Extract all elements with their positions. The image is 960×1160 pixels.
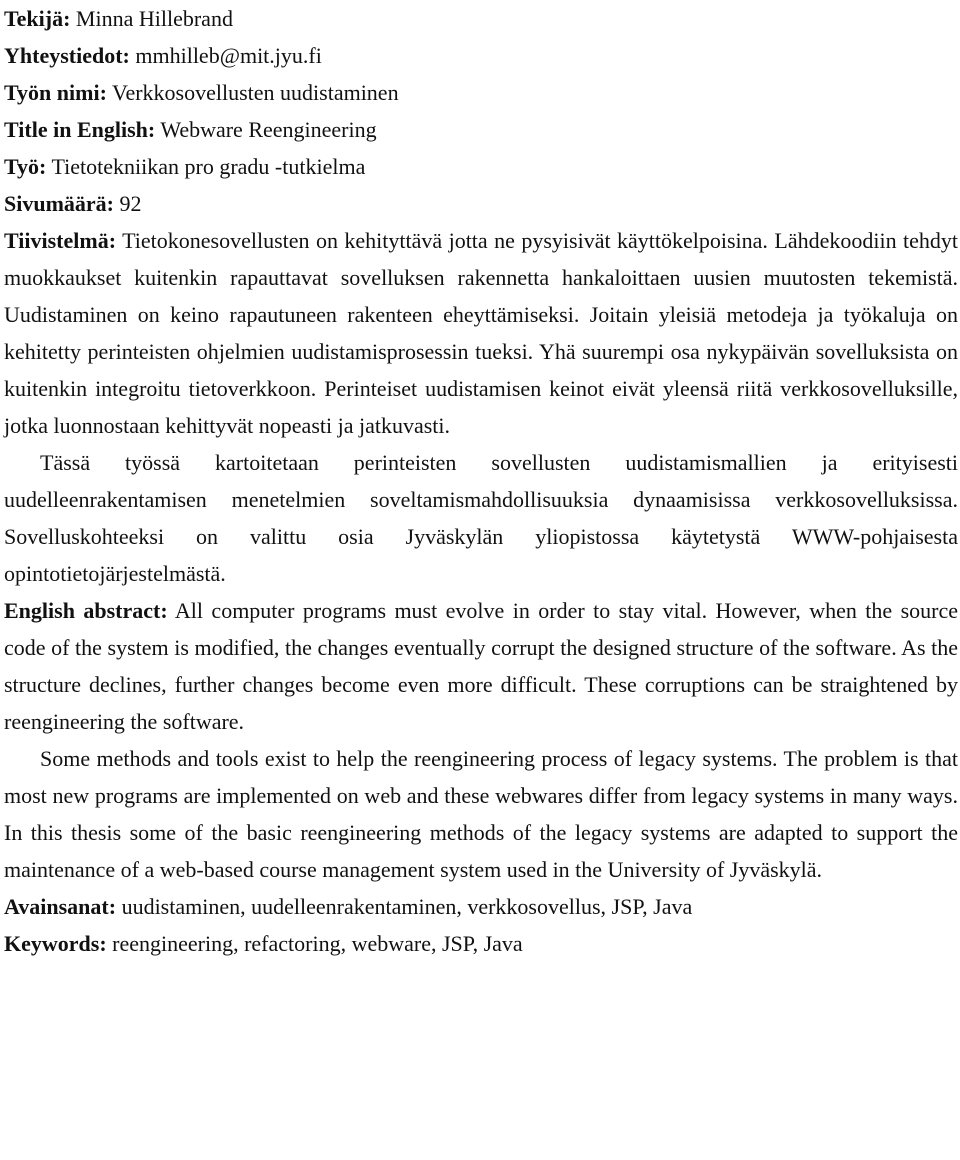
work-value: Tietotekniikan pro gradu -tutkielma [51,154,366,179]
abstract-fi-paragraph-1 [4,222,958,444]
abstract-en-text-2: Some methods and tools exist to help the reengineering process of legacy systems. The problem is that most new programs are implemented on web and these webwares differ from legacy systems in many ways. In this thesis some of the basic reengineering methods of the legacy systems are adapted to support the maintenance of a web-based course management system used in the University of Jyväskylä. [4,746,958,882]
title-en-label: Title in English: [4,117,156,142]
abstract-en-paragraph-1 [4,592,958,740]
keywords-en-label: Keywords: [4,931,107,956]
keywords-en-line [4,925,958,962]
abstract-fi-label: Tiivistelmä: [4,228,117,253]
title-en-value: Webware Reengineering [160,117,377,142]
keywords-en-value: reengineering, refactoring, webware, JSP, Java [112,931,523,956]
contact-line [4,37,958,74]
contact-label: Yhteystiedot: [4,43,130,68]
pages-line [4,185,958,222]
author-value: Minna Hillebrand [75,6,233,31]
pages-value: 92 [119,191,142,216]
keywords-fi-value: uudistaminen, uudelleenrakentaminen, verkkosovellus, JSP, Java [121,894,693,919]
keywords-section [4,888,958,962]
abstract-en-paragraph-2 [4,740,958,888]
abstract-fi-text-2: Tässä työssä kartoitetaan perinteisten sovellusten uudistamismallien ja erityisesti uudelleenrakentamisen menetelmien soveltamismahdollisuuksia dynaamisissa verkkosovelluksissa. Sovelluskohteeksi on valittu osia Jyväskylän yliopistossa käytetystä WWW-pohjaisesta opintotietojärjestelmästä. [4,450,958,586]
work-label: Työ: [4,154,47,179]
work-line [4,148,958,185]
pages-label: Sivumäärä: [4,191,114,216]
abstract-en-section [4,592,958,888]
abstract-fi-paragraph-2 [4,444,958,592]
title-fi-label: Työn nimi: [4,80,107,105]
author-line [4,0,958,37]
contact-value: mmhilleb@mit.jyu.fi [135,43,322,68]
abstract-fi-text-1: Tietokonesovellusten on kehityttävä jotta ne pysyisivät käyttökelpoisina. Lähdekoodiin tehdyt muokkaukset kuitenkin rapauttavat sovelluksen rakennetta hankaloittaen uusien muutosten tekemistä. Uudistaminen on keino rapautuneen rakenteen eheyttämiseksi. Joitain yleisiä metodeja ja työkaluja on kehitetty perinteisten ohjelmien uudistamisprosessin tueksi. Yhä suurempi osa nykypäivän sovelluksista on kuitenkin integroitu tietoverkkoon. Perinteiset uudistamisen keinot eivät yleensä riitä verkkosovelluksille, jotka luonnostaan kehittyvät nopeasti ja jatkuvasti. [4,228,959,438]
abstract-fi-section [4,222,958,592]
abstract-en-text-1: All computer programs must evolve in order to stay vital. However, when the source code of the system is modified, the changes eventually corrupt the designed structure of the software. As the structure declines, further changes become even more difficult. These corruptions can be straightened by reengineering the software. [4,598,958,734]
title-fi-line [4,74,958,111]
title-fi-value: Verkkosovellusten uudistaminen [112,80,399,105]
abstract-en-label: English abstract: [4,598,168,623]
keywords-fi-line [4,888,958,925]
title-en-line [4,111,958,148]
metadata-block [4,0,958,222]
author-label: Tekijä: [4,6,71,31]
keywords-fi-label: Avainsanat: [4,894,117,919]
